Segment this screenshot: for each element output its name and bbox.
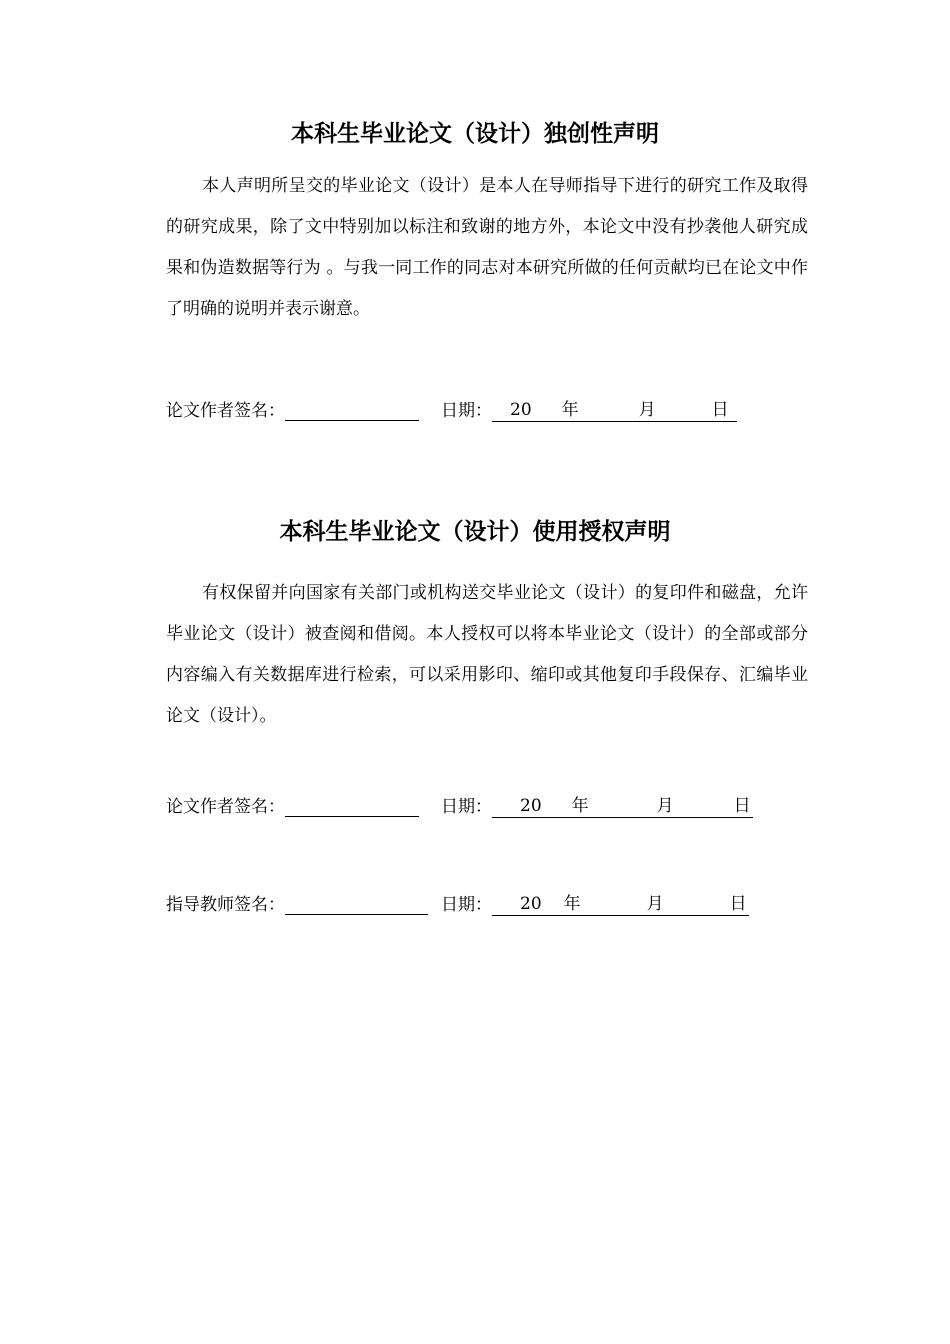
authorization-advisor-signature-row [166, 892, 749, 918]
year-unit: 年 [571, 796, 589, 816]
month-unit: 月 [638, 400, 656, 420]
authorization-title: 本科生毕业论文（设计）使用授权声明 [279, 519, 671, 545]
originality-signature-row [166, 398, 737, 424]
month-unit: 月 [646, 894, 664, 914]
day-unit: 日 [729, 894, 747, 914]
day-unit: 日 [733, 796, 751, 816]
author-signature-label: 论文作者签名： [166, 797, 285, 817]
authorization-author-signature-row [166, 794, 753, 820]
originality-body: 本人声明所呈交的毕业论文（设计）是本人在导师指导下进行的研究工作及取得的研究成果，除了文中特别加以标注和致谢的地方外，本论文中没有抄袭他人研究成果和伪造数据等行为 。与我一同工作的同志对本研究所做的任何贡献均已在论文中作了明确的说明并表示谢意。 [166, 176, 808, 319]
author-signature-field[interactable] [285, 402, 419, 421]
year-unit: 年 [563, 894, 581, 914]
authorization-body: 有权保留并向国家有关部门或机构送交毕业论文（设计）的复印件和磁盘，允许毕业论文（设计）被查阅和借阅。本人授权可以将本毕业论文（设计）的全部或部分内容编入有关数据库进行检索，可以采用影印、缩印或其他复印手段保存、汇编毕业论文（设计）。 [166, 583, 808, 726]
date-field[interactable] [492, 399, 737, 422]
year-prefix: 20 [520, 894, 542, 914]
originality-title: 本科生毕业论文（设计）独创性声明 [291, 121, 659, 147]
date-label: 日期： [441, 797, 492, 817]
advisor-signature-label: 指导教师签名： [166, 895, 285, 915]
date-field[interactable] [492, 795, 753, 818]
advisor-signature-field[interactable] [285, 896, 428, 915]
author-signature-label: 论文作者签名： [166, 401, 285, 421]
year-unit: 年 [561, 400, 579, 420]
day-unit: 日 [711, 400, 729, 420]
date-label: 日期： [441, 895, 492, 915]
year-prefix: 20 [520, 796, 542, 816]
date-field[interactable] [492, 893, 749, 916]
author-signature-field[interactable] [285, 798, 419, 817]
year-prefix: 20 [510, 400, 532, 420]
month-unit: 月 [656, 796, 674, 816]
date-label: 日期： [441, 401, 492, 421]
